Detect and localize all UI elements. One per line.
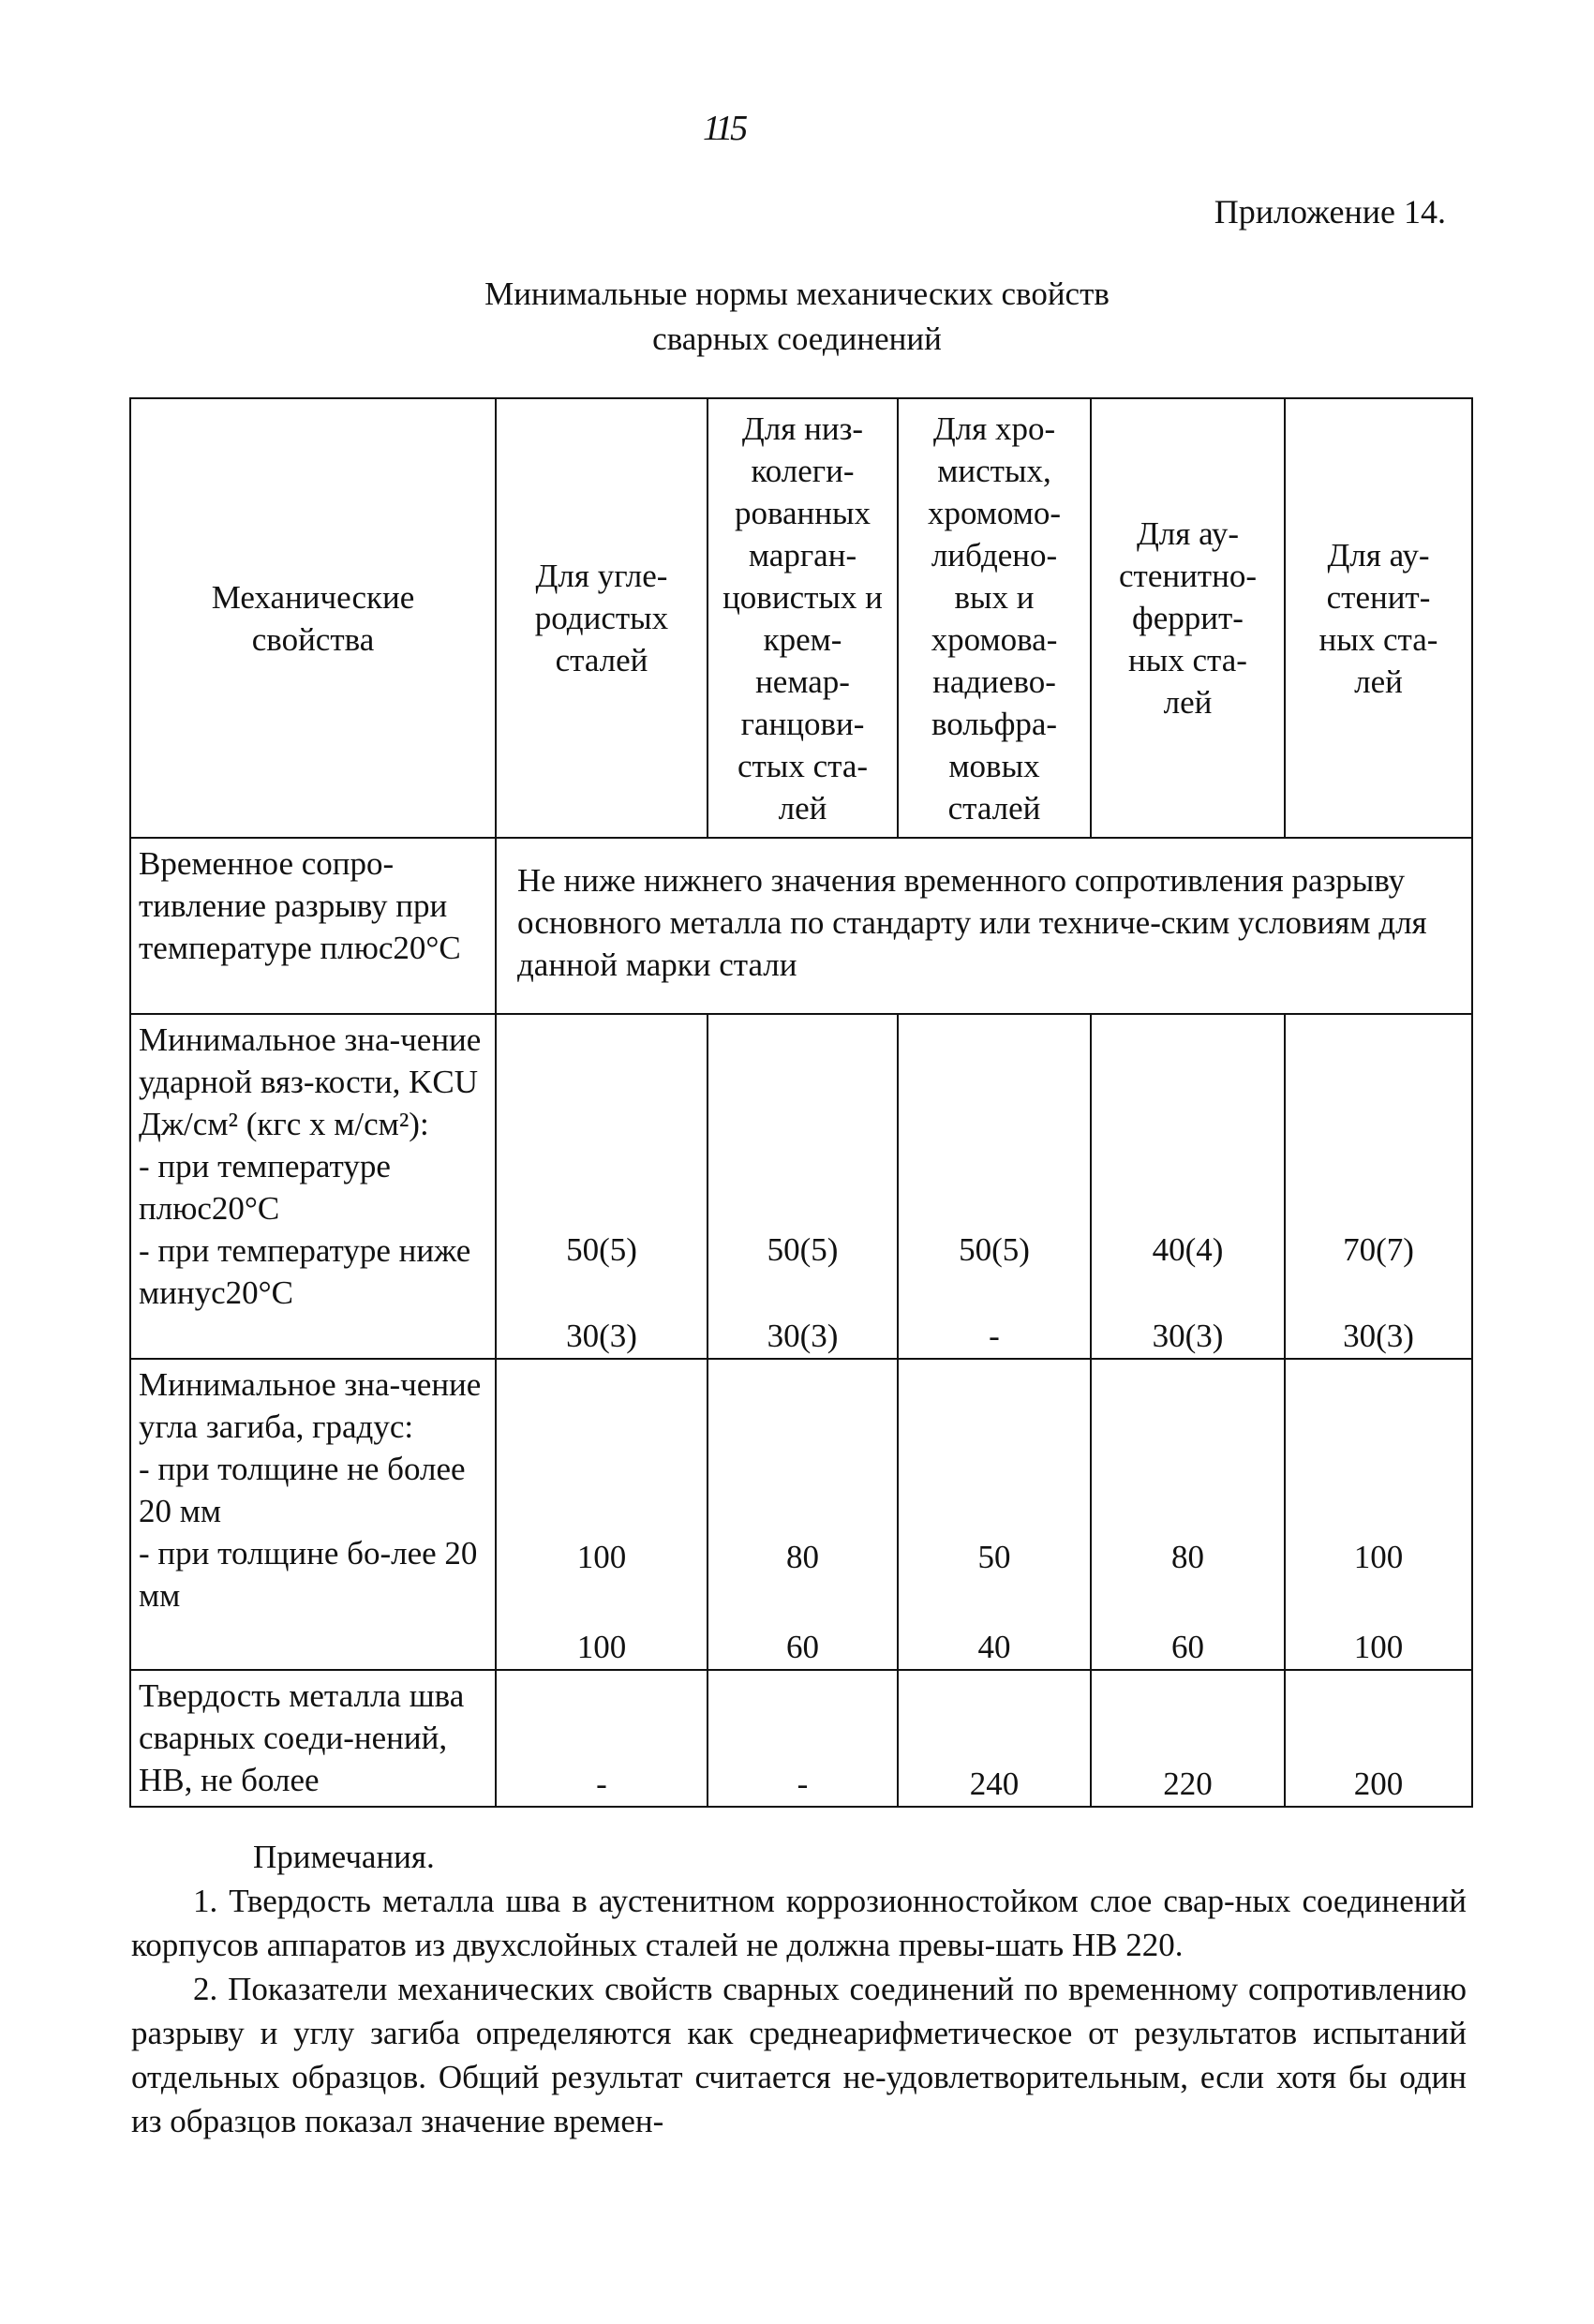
hardness-value-c4: 220 <box>1091 1670 1285 1807</box>
note-1: 1. Твердость металла шва в аустенитном коррозионностойком слое свар-ных соединений корпусов аппаратов из двухслойных сталей не должна превы-шать НВ 220. <box>131 1883 1467 1963</box>
header-austenitic-ferritic-steels: Для ау-стенитно-феррит-ных ста-лей <box>1091 398 1285 838</box>
header-austenitic-steels: Для ау-стенит-ных ста-лей <box>1285 398 1472 838</box>
impact-row <box>130 1014 1472 1359</box>
impact-value-c5: 70(7) 30(3) <box>1285 1014 1472 1359</box>
bend-row <box>130 1359 1472 1670</box>
bend-sub-2: - при толщине бо-лее 20 мм <box>139 1535 478 1614</box>
notes-heading: Примечания. <box>253 1839 435 1875</box>
appendix-label: Приложение 14. <box>1214 193 1446 231</box>
impact-value-c4: 40(4) 30(3) <box>1091 1014 1285 1359</box>
bend-value-c2: 80 60 <box>708 1359 898 1670</box>
hardness-label: Твердость металла шва сварных соеди-нений, НВ, не более <box>130 1670 496 1807</box>
header-low-alloy-steels: Для низ-колеги-рованных марган-цовистых и крем-немар-ганцови-стых ста-лей <box>708 398 898 838</box>
notes <box>131 1835 1467 2143</box>
impact-value-c2: 50(5) 30(3) <box>708 1014 898 1359</box>
tensile-label: Временное сопро-тивление разрыву при температуре плюс20°С <box>130 838 496 1014</box>
page-number: 115 <box>703 109 746 148</box>
title-line-2: сварных соединений <box>652 320 942 357</box>
impact-value-c1: 50(5) 30(3) <box>496 1014 708 1359</box>
properties-table <box>129 397 1473 1808</box>
note-2: 2. Показатели механических свойств сварных соединений по временному сопротивлению разрыву и углу загиба определяются как среднеарифметическое от результатов испытаний отдельных образцов. Общий результат считается не-удовлетворительным, если хотя бы один из образцов показал значение времен- <box>131 1971 1467 2139</box>
table-title <box>0 272 1594 362</box>
bend-sub-1: - при толщине не более 20 мм <box>139 1451 466 1529</box>
header-chromium-steels: Для хро-мистых, хромомо-либдено-вых и хромова-надиево-вольфра-мовых сталей <box>898 398 1091 838</box>
impact-sub-2: - при температуре ниже минус20°С <box>139 1232 471 1311</box>
bend-value-c5: 100 100 <box>1285 1359 1472 1670</box>
tensile-value: Не ниже нижнего значения временного сопротивления разрыву основного металла по стандарту или техниче-ским условиям для данной марки стали <box>496 838 1472 1014</box>
hardness-row <box>130 1670 1472 1807</box>
title-line-1: Минимальные нормы механических свойств <box>484 276 1110 312</box>
bend-value-c3: 50 40 <box>898 1359 1091 1670</box>
hardness-value-c3: 240 <box>898 1670 1091 1807</box>
header-row <box>130 398 1472 838</box>
bend-label <box>130 1359 496 1670</box>
bend-label-main: Минимальное зна-чение угла загиба, градус: <box>139 1366 482 1445</box>
hardness-value-c1: - <box>496 1670 708 1807</box>
bend-value-c1: 100 100 <box>496 1359 708 1670</box>
impact-label-main: Минимальное зна-чение ударной вяз-кости, KCU Дж/см² (кгс х м/см²): <box>139 1021 482 1142</box>
header-mechanical-properties: Механические свойства <box>130 398 496 838</box>
header-carbon-steels: Для угле-родистых сталей <box>496 398 708 838</box>
hardness-value-c2: - <box>708 1670 898 1807</box>
bend-value-c4: 80 60 <box>1091 1359 1285 1670</box>
impact-sub-1: - при температуре плюс20°С <box>139 1148 391 1227</box>
impact-label <box>130 1014 496 1359</box>
impact-value-c3: 50(5) - <box>898 1014 1091 1359</box>
hardness-value-c5: 200 <box>1285 1670 1472 1807</box>
tensile-row <box>130 838 1472 1014</box>
